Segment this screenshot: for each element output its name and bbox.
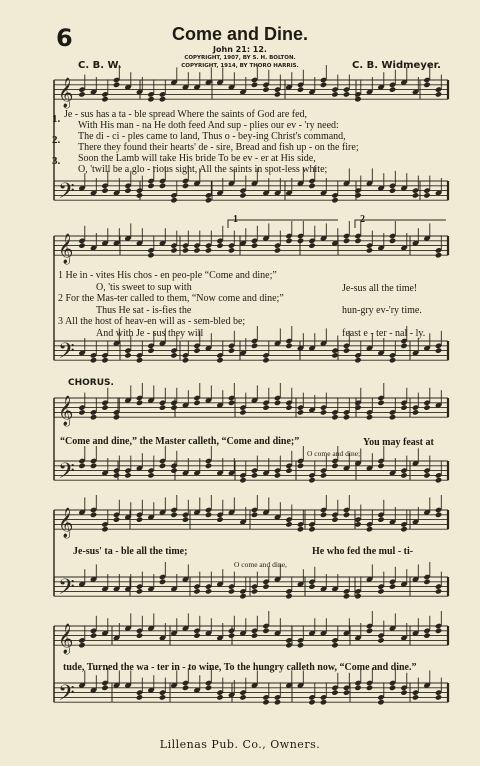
note-head [331,516,338,522]
note-head [366,526,373,532]
note-head [147,96,154,102]
note-head [389,357,396,363]
chorus-lyric-line: “Come and dine,” the Master calleth, “Come and dine;” [60,436,300,447]
note-head [113,82,120,88]
publisher-footer: Lillenas Pub. Co., Owners. [159,738,321,751]
note-head [101,526,108,532]
note-head [216,357,223,363]
note-head [193,632,200,638]
lyric-line: Je-sus all the time! [342,283,418,294]
note-head [320,82,327,88]
note-head [343,91,350,97]
note-head [285,593,292,599]
note-head [343,689,350,695]
note-head [366,685,373,691]
clef-symbol: 𝄞 [58,508,74,539]
note-head [331,414,338,420]
note-head [412,192,419,198]
lyric-line: 1 He in - vites His chos - en peo-ple “Come and dine;” [58,270,277,281]
note-head [205,247,212,253]
note-head [228,247,235,253]
lyric-line: And with Je - sus they will [96,328,204,339]
second-ending-bracket [355,220,446,228]
lyric-line: feast e - ter - nal - ly. [342,328,426,339]
note-head [354,357,361,363]
bass-echo-text: O come and dine, [234,560,287,569]
note-head [262,583,269,589]
note-head [366,628,373,634]
note-head [366,247,373,253]
note-head [78,409,85,415]
note-head [170,404,177,410]
note-head [320,409,327,415]
note-head [354,96,361,102]
note-head [331,642,338,648]
note-head [136,588,143,594]
note-head [400,343,407,349]
note-head [343,238,350,244]
verse-number-1: 1. [52,113,61,125]
note-head [366,414,373,420]
note-head [170,467,177,473]
chorus-lyric-line: He who fed the mul - ti- [312,546,414,557]
note-head [239,593,246,599]
note-head [101,96,108,102]
note-head [320,472,327,478]
note-head [159,694,166,700]
note-head [274,472,281,478]
note-head [182,685,189,691]
note-head [354,685,361,691]
copyright-line-1: COPYRIGHT, 1907, BY S. H. BOLTON. [184,55,296,61]
note-head [423,632,430,638]
note-head [308,699,315,705]
note-head [78,91,85,97]
note-head [435,628,442,634]
note-head [354,192,361,198]
note-head [389,238,396,244]
note-head [400,472,407,478]
note-head [159,183,166,189]
note-head [331,91,338,97]
note-head [274,247,281,253]
lyric-line: With His man - na He doth feed And sup - plies our ev - 'ry need: [78,120,339,131]
note-head [78,463,85,469]
note-head [90,414,97,420]
lyric-line: O, 'tis sweet to sup with [96,282,192,293]
note-head [389,414,396,420]
composer-credit: C. B. Widmeyer. [352,60,441,71]
clef-symbol: 𝄞 [58,624,74,655]
note-head [136,694,143,700]
note-head [435,588,442,594]
note-head [343,414,350,420]
note-head [78,642,85,648]
note-head [320,699,327,705]
note-head [182,183,189,189]
note-head [297,238,304,244]
note-head [136,192,143,198]
note-head [308,526,315,532]
note-head [124,352,131,358]
lyric-line: Je - sus has a ta - ble spread Where the saints of God are fed, [64,109,308,120]
note-head [101,187,108,193]
note-head [262,357,269,363]
note-head [435,252,442,258]
note-head [423,192,430,198]
note-head [343,512,350,518]
note-head [113,516,120,522]
note-head [239,192,246,198]
chorus-lyric-line: You may feast at [363,437,434,448]
first-ending-number: 1 [233,214,238,225]
note-head [389,86,396,92]
lyric-line: 3 All the host of heav-en will as - sem-bled be; [58,316,246,327]
chorus-lyric-line: tude, Turned the wa - ter in - to wine, To the hungry calleth now, “Come and dine.” [63,662,417,673]
note-head [297,526,304,532]
note-head [216,516,223,522]
note-head [216,694,223,700]
note-head [239,694,246,700]
note-head [251,588,258,594]
note-head [228,632,235,638]
note-head [124,187,131,193]
note-head [331,463,338,469]
note-head [423,82,430,88]
note-head [113,414,120,420]
note-head [274,91,281,97]
note-head [78,242,85,248]
note-head [205,588,212,594]
note-head [285,404,292,410]
note-head [136,632,143,638]
note-head [435,512,442,518]
clef-symbol: 𝄢 [58,681,75,712]
note-head [113,472,120,478]
note-head [435,694,442,700]
note-head [90,357,97,363]
note-head [205,685,212,691]
note-head [331,197,338,203]
note-head [228,400,235,406]
note-head [239,409,246,415]
lyricist-credit: C. B. W. [78,60,122,71]
note-head [170,512,177,518]
note-head [308,477,315,483]
note-head [251,343,258,349]
note-head [193,588,200,594]
note-head [251,472,258,478]
note-head [377,588,384,594]
note-head [423,472,430,478]
note-head [262,628,269,634]
lyric-line: hun-gry ev-'ry time. [342,305,422,316]
note-head [435,91,442,97]
hymn-title: Come and Dine. [171,24,309,44]
note-head [205,463,212,469]
note-head [170,247,177,253]
note-head [400,526,407,532]
note-head [193,400,200,406]
note-head [274,400,281,406]
lyric-line: The di - ci - ples came to land, Thus o - bey-ing Christ's command, [78,131,346,142]
note-head [147,472,154,478]
note-head [377,637,384,643]
note-head [377,516,384,522]
note-head [377,400,384,406]
clef-symbol: 𝄢 [58,459,75,490]
note-head [343,593,350,599]
note-head [216,242,223,248]
note-head [308,242,315,248]
lyric-line: Soon the Lamb will take His bride To be ev - er at His side, [78,153,316,164]
note-head [320,512,327,518]
note-head [170,352,177,358]
note-head [228,588,235,594]
note-head [205,197,212,203]
note-head [101,357,108,363]
note-head [297,409,304,415]
note-head [377,699,384,705]
clef-symbol: 𝄢 [58,575,75,606]
note-head [193,347,200,353]
lyric-line: There they found their hearts' de - sire, Bread and fish up - on the fire; [78,142,359,153]
note-head [435,477,442,483]
verse-number-2: 2. [52,134,61,146]
clef-symbol: 𝄞 [58,396,74,427]
note-head [251,242,258,248]
note-head [159,463,166,469]
note-head [182,247,189,253]
note-head [389,685,396,691]
note-head [400,689,407,695]
note-head [297,463,304,469]
note-head [297,86,304,92]
page-number: 6 [56,24,73,52]
second-ending-number: 2 [360,214,365,225]
note-head [170,197,177,203]
clef-symbol: 𝄢 [58,339,75,370]
note-head [308,583,315,589]
verse-number-3: 3. [52,155,61,167]
note-head [101,404,108,410]
note-head [377,463,384,469]
note-head [251,632,258,638]
note-head [182,357,189,363]
note-head [400,404,407,410]
scripture-reference: John 21: 12. [213,45,267,54]
note-head [423,404,430,410]
bass-echo-text: O come and dine; [307,449,361,458]
note-head [136,357,143,363]
lyric-line: O, 'twill be a glo - rious sight, All the saints in spot-less white; [78,164,328,175]
clef-symbol: 𝄢 [58,179,75,210]
note-head [90,463,97,469]
note-head [354,404,361,410]
note-head [90,632,97,638]
lyric-line: 2 For the Mas-ter called to them, “Now come and dine;” [58,293,284,304]
note-head [159,404,166,410]
note-head [147,183,154,189]
note-head [136,516,143,522]
note-head [285,238,292,244]
note-head [251,82,258,88]
note-head [193,247,200,253]
note-head [159,579,166,585]
note-head [228,347,235,353]
note-head [297,642,304,648]
note-head [412,694,419,700]
note-head [389,583,396,589]
clef-symbol: 𝄞 [58,234,74,265]
note-head [136,400,143,406]
note-head [239,477,246,483]
note-head [308,183,315,189]
note-head [147,252,154,258]
note-head [285,521,292,527]
note-head [101,685,108,691]
note-head [262,86,269,92]
note-head [435,347,442,353]
note-head [354,238,361,244]
note-head [90,512,97,518]
clef-symbol: 𝄞 [58,78,74,109]
note-head [343,347,350,353]
note-head [251,512,258,518]
first-ending-bracket [228,220,338,228]
note-head [285,343,292,349]
note-head [205,512,212,518]
chorus-label: CHORUS. [68,378,114,388]
note-head [423,579,430,585]
copyright-line-2: COPYRIGHT, 1914, BY THORO HARRIS. [181,63,299,69]
lyric-line: Thus He sat - is-fies the [96,305,192,316]
note-head [285,467,292,473]
note-head [262,699,269,705]
note-head [182,516,189,522]
note-head [147,347,154,353]
note-head [124,472,131,478]
note-head [262,404,269,410]
note-head [159,96,166,102]
note-head [412,409,419,415]
chorus-lyric-line: Je-sus' ta - ble all the time; [73,546,188,557]
note-head [331,689,338,695]
note-head [274,699,281,705]
note-head [389,187,396,193]
